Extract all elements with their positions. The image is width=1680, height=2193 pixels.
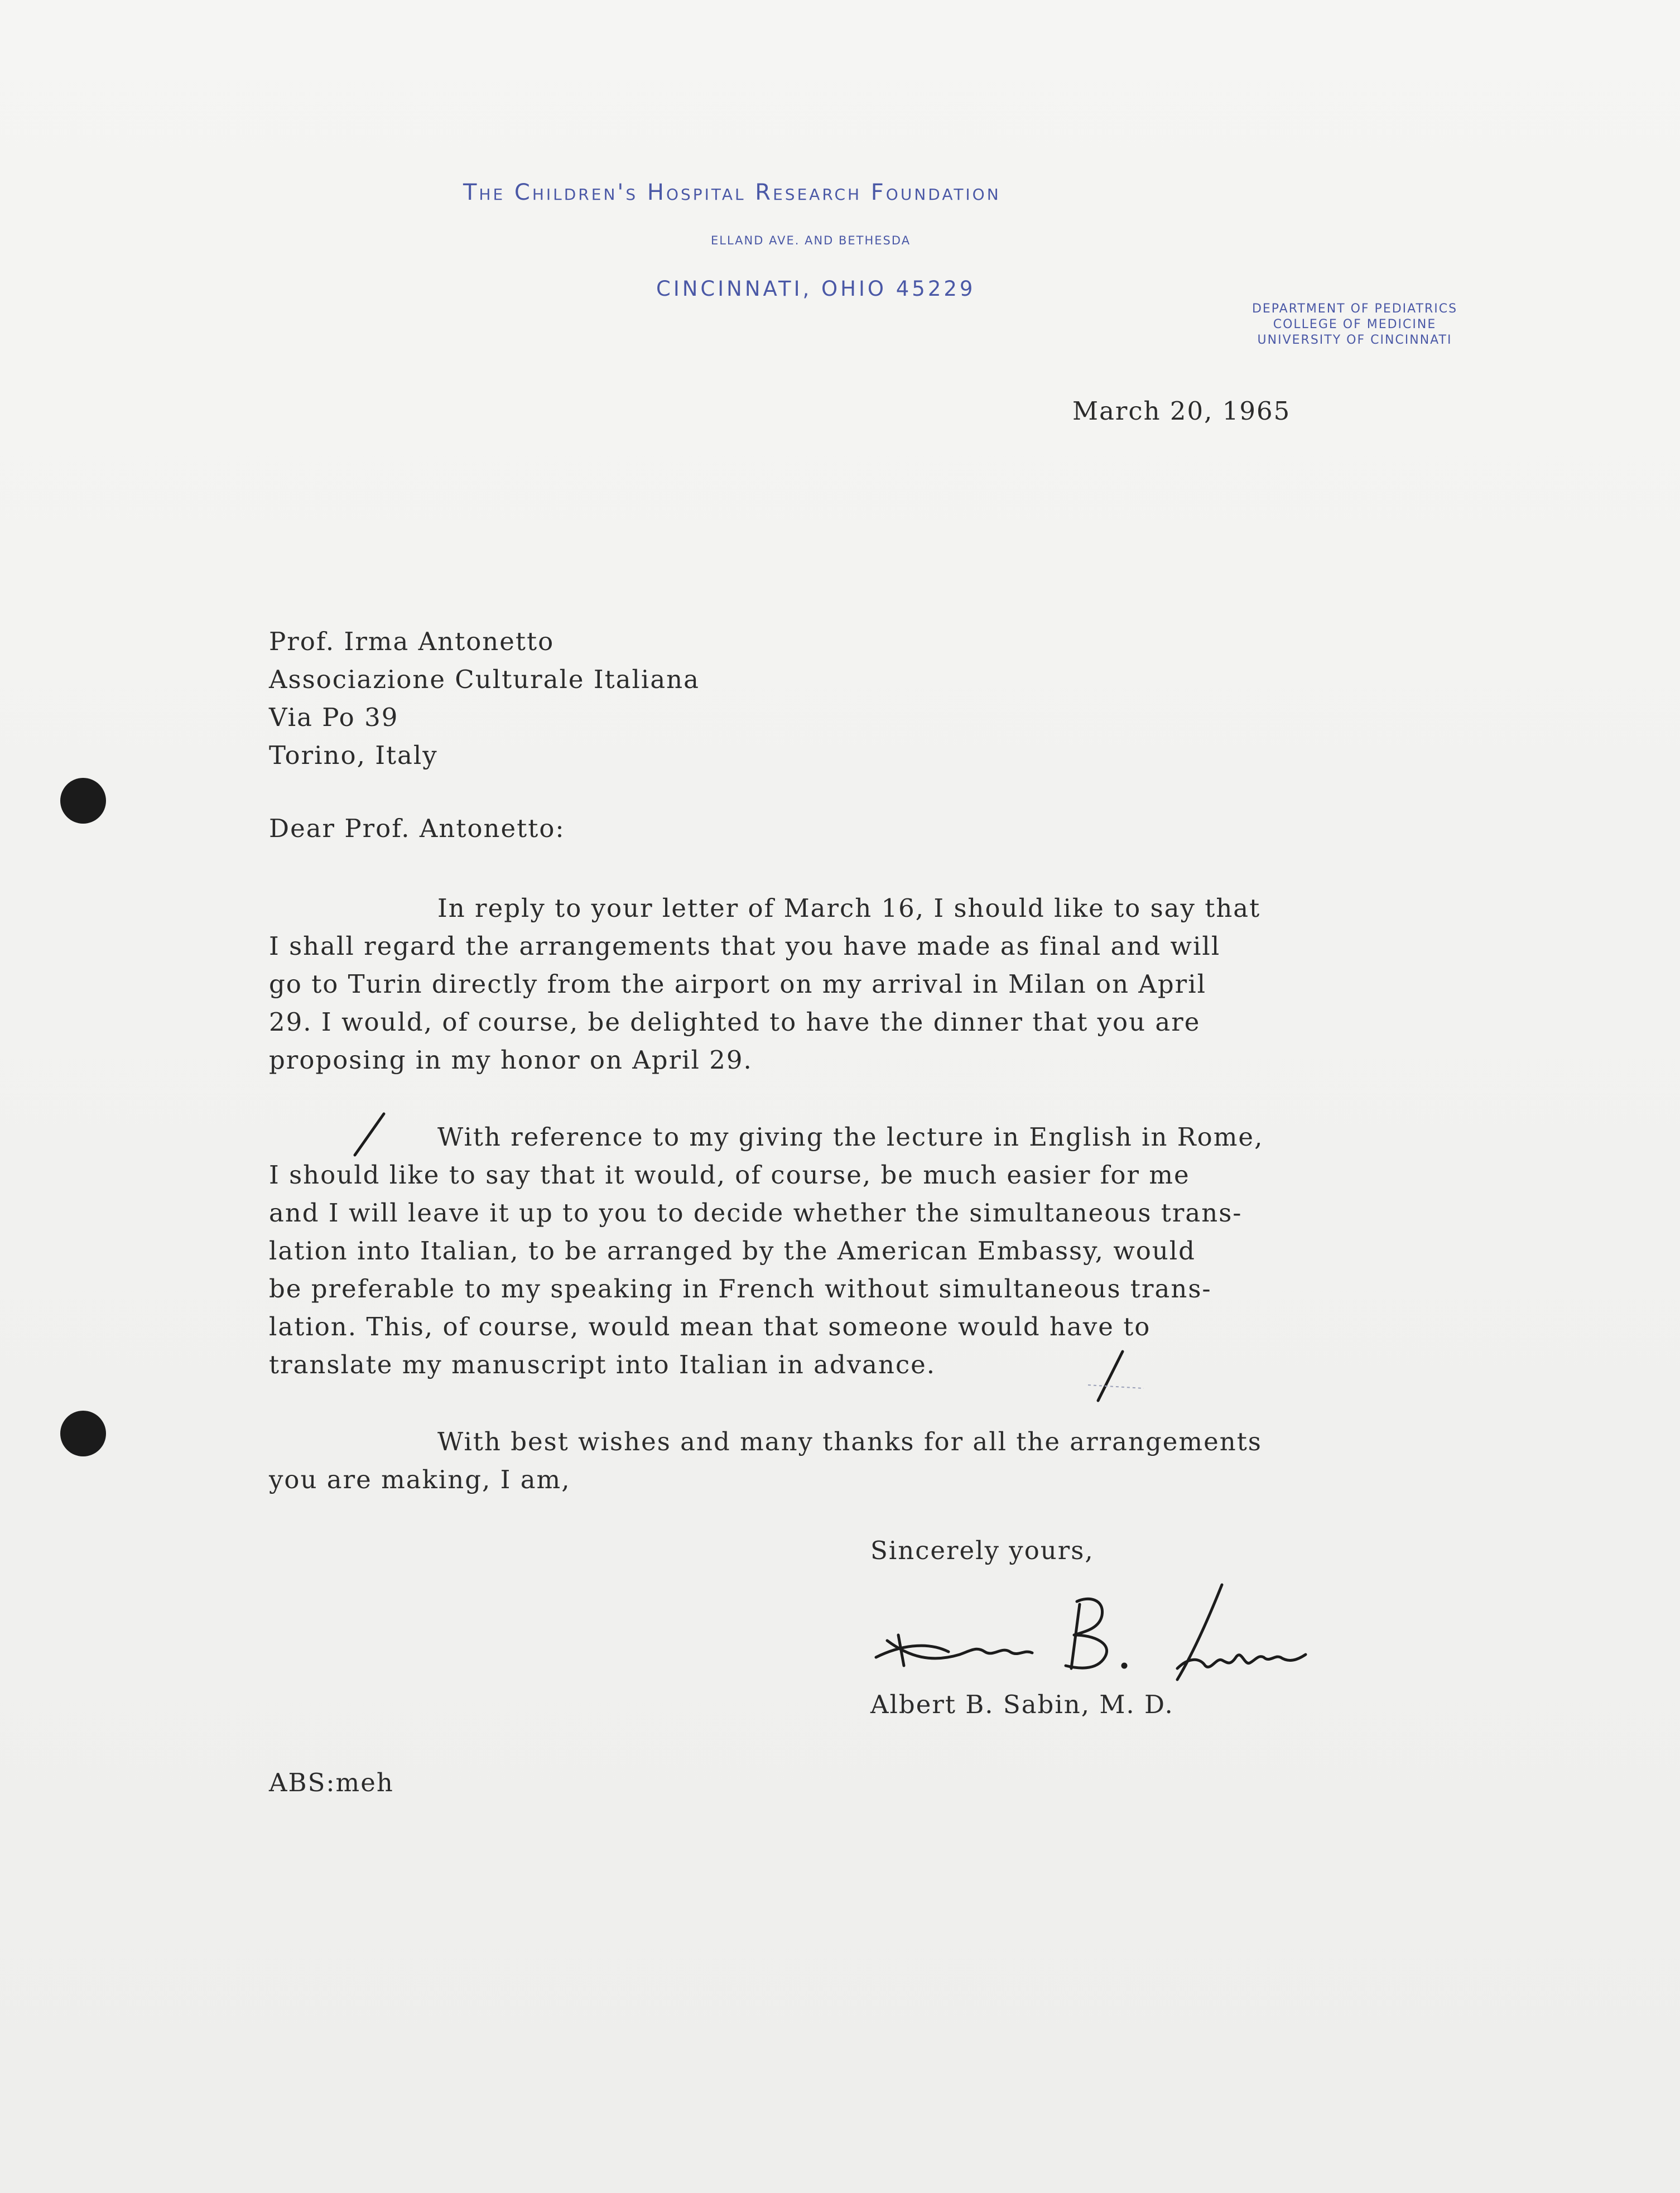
- paragraph-line: I shall regard the arrangements that you have made as final and will: [269, 931, 1221, 961]
- reference-initials: ABS:meh: [269, 1768, 394, 1797]
- body-paragraph-3: [269, 1423, 1262, 1499]
- recipient-address: [269, 623, 700, 775]
- typed-signatory-name: Albert B. Sabin, M. D.: [870, 1690, 1174, 1719]
- pen-mark-slash: [1071, 1345, 1149, 1406]
- body-paragraph-1: [269, 889, 1260, 1079]
- letterhead-organization: The Children's Hospital Research Foundation: [463, 180, 1001, 205]
- address-line: Prof. Irma Antonetto: [269, 627, 555, 656]
- paragraph-line: translate my manuscript into Italian in advance.: [269, 1350, 936, 1379]
- complimentary-closing: Sincerely yours,: [870, 1536, 1094, 1565]
- punch-hole: [60, 1411, 106, 1456]
- body-paragraph-2: [269, 1118, 1263, 1384]
- handwritten-signature: [865, 1574, 1345, 1685]
- address-line: Associazione Culturale Italiana: [269, 665, 700, 694]
- paragraph-line: lation into Italian, to be arranged by the American Embassy, would: [269, 1236, 1196, 1266]
- paragraph-line: In reply to your letter of March 16, I should like to say that: [437, 893, 1261, 923]
- paragraph-line: you are making, I am,: [269, 1465, 571, 1494]
- paragraph-line: go to Turin directly from the airport on my arrival in Milan on April: [269, 969, 1206, 999]
- letter-date: March 20, 1965: [1072, 396, 1291, 426]
- paragraph-line: 29. I would, of course, be delighted to have the dinner that you are: [269, 1007, 1201, 1037]
- paragraph-line: I should like to say that it would, of course, be much easier for me: [269, 1160, 1190, 1190]
- letterhead-street: ELLAND AVE. AND BETHESDA: [711, 234, 911, 247]
- pen-mark-slash: [346, 1110, 391, 1161]
- letterhead-city: CINCINNATI, OHIO 45229: [656, 277, 976, 301]
- address-line: Torino, Italy: [269, 740, 438, 770]
- paragraph-line: be preferable to my speaking in French without simultaneous trans-: [269, 1274, 1212, 1304]
- punch-hole: [60, 778, 106, 824]
- paragraph-line: With reference to my giving the lecture in English in Rome,: [437, 1122, 1264, 1152]
- paragraph-line: lation. This, of course, would mean that someone would have to: [269, 1312, 1151, 1341]
- paragraph-line: proposing in my honor on April 29.: [269, 1045, 753, 1075]
- paragraph-line: and I will leave it up to you to decide whether the simultaneous trans-: [269, 1198, 1243, 1228]
- paragraph-line: With best wishes and many thanks for all the arrangements: [437, 1427, 1262, 1456]
- department-line: UNIVERSITY OF CINCINNATI: [1257, 333, 1452, 347]
- letterhead-department: [1221, 301, 1489, 348]
- department-line: COLLEGE OF MEDICINE: [1273, 318, 1437, 331]
- department-line: DEPARTMENT OF PEDIATRICS: [1251, 302, 1458, 316]
- address-line: Via Po 39: [269, 703, 399, 732]
- salutation: Dear Prof. Antonetto:: [269, 814, 565, 843]
